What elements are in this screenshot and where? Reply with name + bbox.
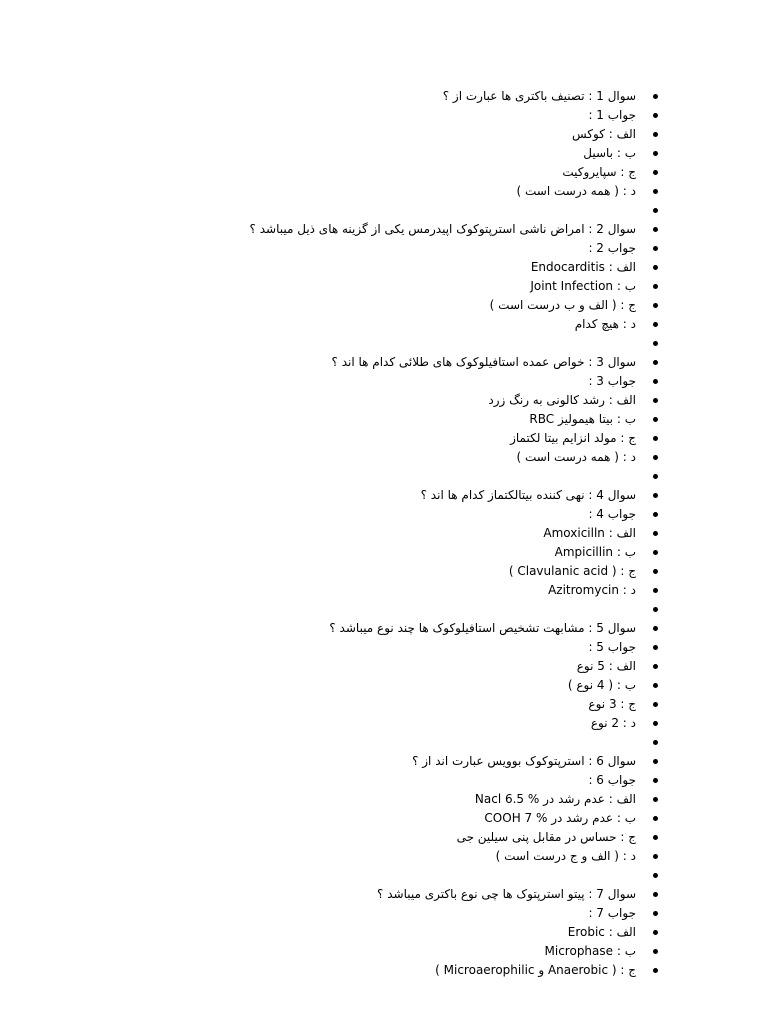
list-item	[98, 467, 658, 486]
bullet-icon	[653, 759, 658, 764]
bullet-icon	[653, 683, 658, 688]
list-item-text: د : Azitromycin	[548, 583, 636, 597]
list-item-text: د : ( همه درست است )	[516, 184, 636, 198]
list-item	[98, 676, 658, 695]
bullet-icon	[653, 816, 658, 821]
list-item	[98, 961, 658, 980]
list-item	[98, 258, 658, 277]
list-item	[98, 429, 658, 448]
bullet-icon	[653, 911, 658, 916]
list-item-text: جواب 3 :	[588, 374, 636, 388]
bullet-icon	[653, 417, 658, 422]
bullet-icon	[653, 854, 658, 859]
bullet-icon	[653, 379, 658, 384]
bullet-icon	[653, 740, 658, 745]
bullet-icon	[653, 721, 658, 726]
bullet-icon	[653, 189, 658, 194]
list-item-text: سوال 1 : تصنیف باکتری ها عبارت از ؟	[442, 89, 636, 103]
bullet-icon	[653, 436, 658, 441]
bullet-icon	[653, 702, 658, 707]
list-item-text: د : 2 نوع	[590, 716, 636, 730]
bullet-icon	[653, 246, 658, 251]
bullet-icon	[653, 455, 658, 460]
bullet-icon	[653, 208, 658, 213]
list-item-text: ب : Joint Infection	[530, 279, 636, 293]
bullet-icon	[653, 303, 658, 308]
list-item-text: الف : Endocarditis	[530, 260, 636, 274]
list-item-text: الف : عدم رشد در % 6.5 Nacl	[474, 792, 636, 806]
bullet-icon	[653, 873, 658, 878]
list-item	[98, 752, 658, 771]
bullet-icon	[653, 968, 658, 973]
bullet-icon	[653, 797, 658, 802]
list-item	[98, 828, 658, 847]
list-item	[98, 790, 658, 809]
list-item-text: ج : 3 نوع	[588, 697, 636, 711]
list-item	[98, 163, 658, 182]
bullet-icon	[653, 531, 658, 536]
list-item-text: د : ( الف و ج درست است )	[495, 849, 636, 863]
bullet-icon	[653, 930, 658, 935]
list-item	[98, 543, 658, 562]
list-item	[98, 182, 658, 201]
bullet-icon	[653, 493, 658, 498]
list-item	[98, 486, 658, 505]
list-item	[98, 277, 658, 296]
list-item-text: جواب 2 :	[588, 241, 636, 255]
bullet-icon	[653, 778, 658, 783]
list-item	[98, 714, 658, 733]
list-item-text: جواب 5 :	[588, 640, 636, 654]
bullet-icon	[653, 664, 658, 669]
list-item	[98, 239, 658, 258]
list-item	[98, 638, 658, 657]
bullet-icon	[653, 170, 658, 175]
list-item-text: ج : سپایروکیت	[562, 165, 636, 179]
list-item-text: ب : عدم رشد در % 7 COOH	[484, 811, 636, 825]
list-item-text: د : ( همه درست است )	[516, 450, 636, 464]
list-item	[98, 695, 658, 714]
list-item-text: ج : ( Anaerobic و Microaerophilic )	[435, 963, 636, 977]
list-item	[98, 809, 658, 828]
bullet-icon	[653, 474, 658, 479]
list-item-text: جواب 1 :	[588, 108, 636, 122]
bullet-icon	[653, 284, 658, 289]
bullet-icon	[653, 835, 658, 840]
list-item	[98, 372, 658, 391]
bullet-icon	[653, 588, 658, 593]
list-item	[98, 619, 658, 638]
list-item-text: ب : Microphase	[544, 944, 636, 958]
bullet-icon	[653, 94, 658, 99]
bullet-icon	[653, 398, 658, 403]
list-item	[98, 600, 658, 619]
bullet-icon	[653, 550, 658, 555]
list-item-text: سوال 3 : خواص عمده استافیلوکوک های طلائی کدام ها اند ؟	[331, 355, 636, 369]
list-item	[98, 125, 658, 144]
list-item-text: ب : Ampicillin	[554, 545, 636, 559]
list-item	[98, 562, 658, 581]
list-item-text: ج : حساس در مقابل پنی سیلین جی	[456, 830, 636, 844]
list-item	[98, 733, 658, 752]
bullet-icon	[653, 645, 658, 650]
list-item	[98, 220, 658, 239]
list-item	[98, 391, 658, 410]
bullet-icon	[653, 341, 658, 346]
list-item-text: جواب 7 :	[588, 906, 636, 920]
list-item-text: ب : باسیل	[583, 146, 636, 160]
list-item	[98, 866, 658, 885]
list-item-text: جواب 4 :	[588, 507, 636, 521]
list-item	[98, 923, 658, 942]
bullet-icon	[653, 949, 658, 954]
list-item-text: جواب 6 :	[588, 773, 636, 787]
bullet-icon	[653, 322, 658, 327]
list-item	[98, 201, 658, 220]
list-item	[98, 353, 658, 372]
list-item	[98, 505, 658, 524]
list-item	[98, 296, 658, 315]
list-item-text: ج : ( Clavulanic acid )	[508, 564, 636, 578]
bullet-icon	[653, 227, 658, 232]
list-item	[98, 847, 658, 866]
bullet-icon	[653, 151, 658, 156]
list-item	[98, 581, 658, 600]
question-list	[98, 87, 658, 980]
list-item	[98, 885, 658, 904]
list-item	[98, 771, 658, 790]
list-item	[98, 315, 658, 334]
bullet-icon	[653, 265, 658, 270]
list-item	[98, 144, 658, 163]
list-item-text: ب : ( 4 نوع )	[567, 678, 636, 692]
list-item-text: الف : کوکس	[571, 127, 636, 141]
list-item	[98, 410, 658, 429]
list-item-text: سوال 6 : استرپتوکوک بوویس عبارت اند از ؟	[412, 754, 636, 768]
list-item	[98, 448, 658, 467]
bullet-icon	[653, 569, 658, 574]
list-item-text: ب : بیتا هیمولیز RBC	[529, 412, 636, 426]
bullet-icon	[653, 360, 658, 365]
bullet-icon	[653, 607, 658, 612]
list-item-text: ج : ( الف و ب درست است )	[489, 298, 636, 312]
list-item-text: ج : مولد انزایم بیتا لکتماز	[510, 431, 636, 445]
list-item	[98, 904, 658, 923]
list-item-text: الف : Amoxicilln	[543, 526, 636, 540]
list-item-text: الف : رشد کالونی به رنگ زرد	[488, 393, 636, 407]
bullet-icon	[653, 512, 658, 517]
bullet-icon	[653, 626, 658, 631]
list-item-text: سوال 2 : امراض ناشی استرپتوکوک اپیدرمس یکی از گزینه های ذیل میباشد ؟	[249, 222, 636, 236]
list-item	[98, 942, 658, 961]
bullet-icon	[653, 892, 658, 897]
list-item	[98, 106, 658, 125]
list-item-text: سوال 5 : مشابهت تشخیص استافیلوکوک ها چند نوع میباشد ؟	[329, 621, 636, 635]
list-item-text: سوال 7 : پیتو استرپتوک ها چی نوع باکتری میباشد ؟	[377, 887, 636, 901]
list-item	[98, 87, 658, 106]
list-item-text: الف : 5 نوع	[576, 659, 636, 673]
list-item	[98, 524, 658, 543]
list-item	[98, 334, 658, 353]
list-item-text: الف : Erobic	[567, 925, 636, 939]
list-item	[98, 657, 658, 676]
list-item-text: سوال 4 : نهی کننده بیتالکتماز کدام ها اند ؟	[420, 488, 636, 502]
bullet-icon	[653, 113, 658, 118]
bullet-icon	[653, 132, 658, 137]
list-item-text: د : هیچ کدام	[574, 317, 636, 331]
